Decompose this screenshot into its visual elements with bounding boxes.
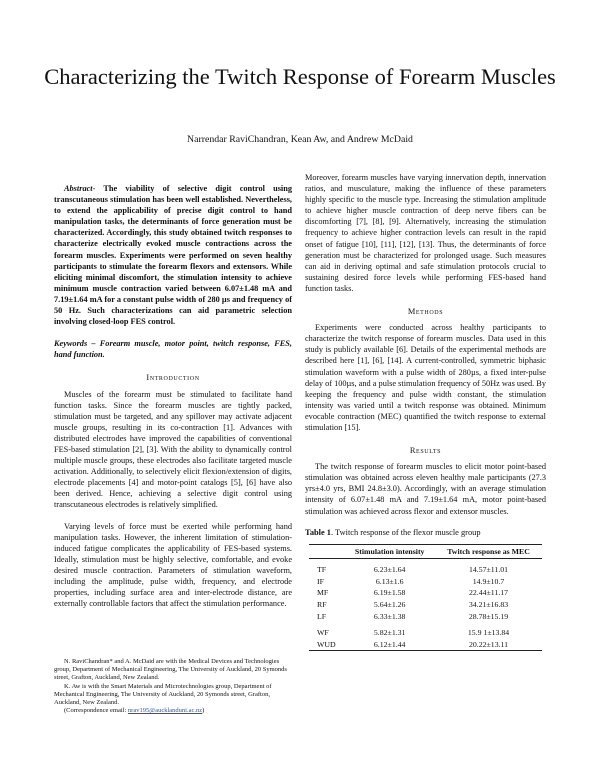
introduction-paragraph-3: Moreover, forearm muscles have varying innervation depth, innervation ratios, and musculature, making the influence of these parameters highly specific to the muscle type. Increasing the stimulation amplitude to achieve higher muscle contraction of deep nerve fibers can be discomforting [7], [8], [9]. Alternatively, increasing the stimulation frequency to achieve higher contraction levels can result in the rapid onset of fatigue [10], [11], [12], [13]. Thus, the determinants of force generation must be characterized for prolonged usage. Such measures can aid in deriving optimal and safe stimulation protocols crucial to sustaining desired force levels while performing FES-based hand function tasks.: [305, 173, 546, 293]
table-row: [309, 564, 542, 576]
table-label: Table 1: [305, 527, 331, 537]
footnote-affiliation-1: N. RaviChandran* and A. McDaid are with the Medical Devices and Technologies group, Department of Mechanical Engineering, The University of Auckland, 20 Symonds street, Grafton, Auckland, New Zealand.: [54, 658, 287, 682]
correspondence-prefix: (Correspondence email:: [64, 707, 128, 715]
table-cell-mec: 15.9 1±13.84: [467, 628, 510, 638]
table-row: [309, 599, 542, 611]
table-header-row: [309, 544, 542, 558]
table-cell-muscle: RF: [317, 599, 327, 609]
introduction-paragraph-1: Muscles of the forearm must be stimulated to facilitate hand function tasks. Since the forearm muscles are tightly packed, stimulation must be targeted, and any spillover may activate adjacent muscle groups, resulting in its co-contraction [1]. Advances with distributed electrodes have improved the capabilities of conventional FES-based stimulation [2], [3]. With the ability to dynamically control multiple muscle groups, these electrodes also facilitate targeted muscle activation. Additionally, to selectively elicit flexion/extension of digits, electrode placements [4] and motor-point catalogs [5], [6] have also been derived. Hence, achieving a selective digit control using transcutaneous electrodes is relatively simplified.: [54, 389, 292, 510]
correspondence-email-link[interactable]: nrav195@aucklanduni.ac.nz: [127, 707, 203, 715]
table-row: [309, 627, 542, 639]
table-row: [309, 576, 542, 588]
table-cell-mec: 28.78±15.19: [468, 611, 509, 621]
table-cell-intensity: 5.64±1.26: [373, 599, 406, 609]
table-row: [309, 639, 542, 651]
keywords: Keywords – Forearm muscle, motor point, twitch response, FES, hand function.: [54, 339, 292, 360]
table-cell-mec: 14.57±11.01: [468, 565, 509, 575]
introduction-heading: Introduction: [146, 373, 200, 383]
methods-paragraph: Experiments were conducted across healthy participants to characterize the twitch response of forearm muscles. Data used in this study is publicly available [6]. Details of the experimental methods are described here [1], [6], [14]. A current-controlled, symmetric biphasic stimulation waveform with a pulse width of 280µs, a fixed inter-pulse delay of 100µs, and a pulse stimulation frequency of 50Hz was used. By keeping the frequency and pulse width constant, the stimulation intensity was varied until a twitch response was obtained. Minimum evocable contraction (MEC) quantified the twitch response to external stimulation [15].: [305, 323, 546, 432]
table-row: [309, 611, 542, 623]
table-cell-muscle: TF: [317, 565, 327, 575]
footnote-correspondence: [54, 707, 292, 715]
results-paragraph: The twitch response of forearm muscles to elicit motor point-based stimulation was obtained across eleven healthy male participants (27.3 yrs±4.0 yrs, BMI 24.8±3.0). Accordingly, with an average stimulation intensity of 6.07±1.48 mA and 7.19±1.64 mA, motor point-based stimulation was achieved across flexor and extensor muscles.: [305, 462, 546, 516]
table-cell-muscle: LF: [317, 611, 327, 621]
author-list: Narrendar RaviChandran, Kean Aw, and Andrew McDaid: [187, 134, 413, 145]
introduction-paragraph-2: Varying levels of force must be exerted while performing hand manipulation tasks. However, the inherent limitation of stimulation-induced fatigue complicates the applicability of FES-based systems. Ideally, stimulation must be highly selective, comfortable, and evoke desired muscle contraction. Parameters of stimulation waveform, including the amplitude, pulse width, frequency, and electrode properties, including surface area and inter-electrode distance, are externally controllable factors that affect the stimulation performance.: [54, 521, 292, 609]
abstract: [54, 183, 292, 327]
abstract-text: The viability of selective digit control using transcutaneous stimulation has been well established. Nevertheless, to extend the applicability of precise digit control to hand manipulation tasks, the determinants of force generation must be characterized. Accordingly, this study obtained twitch responses to characterize electrically evoked muscle contractions across the forearm muscles. Experiments were performed on seven healthy participants to stimulate the forearm flexors and extensors. While eliciting minimal discomfort, the stimulation intensity to achieve minimum muscle contraction varied between 6.07±1.48 mA and 7.19±1.64 mA for a constant pulse width of 280 µs and frequency of 50 Hz. Such characterizations can aid parametric selection involving closed-loop FES control.: [54, 184, 292, 327]
table-row: [309, 587, 542, 599]
table-cell-intensity: 6.12±1.44: [344, 639, 435, 651]
methods-heading: Methods: [407, 307, 444, 317]
abstract-lead: Abstract-: [64, 184, 96, 193]
twitch-response-table: [309, 544, 542, 652]
paper-title: Characterizing the Twitch Response of Forearm Muscles: [44, 64, 556, 89]
table-cell-mec: 34.21±16.83: [468, 599, 509, 609]
table-cell-muscle: MF: [317, 588, 329, 598]
table-header-mec: Twitch response as MEC: [435, 544, 542, 558]
table-cell-mec: 22.44±11.17: [468, 588, 509, 598]
affiliation-footnote: [54, 658, 292, 715]
table-caption: [305, 527, 546, 538]
table-cell-intensity: 6.33±1.38: [373, 611, 406, 621]
correspondence-suffix: ): [202, 707, 205, 715]
table-caption-text: . Twitch response of the flexor muscle group: [331, 527, 481, 537]
table-cell-muscle: WF: [317, 628, 329, 638]
right-column: [305, 172, 546, 651]
table-cell-mec: 20.22±13.11: [435, 639, 542, 651]
footnote-affiliation-2: K. Aw is with the Smart Materials and Microtechnologies group, Department of Mechanical Engineering, The University of Auckland, 20 Symonds street, Grafton, Auckland, New Zealand.: [54, 682, 272, 707]
table-cell-intensity: 6.13±1.6: [375, 576, 404, 586]
table-cell-intensity: 6.23±1.64: [373, 565, 406, 575]
table-header-muscle: [309, 544, 344, 558]
table-cell-intensity: 6.19±1.58: [373, 588, 406, 598]
left-column: [54, 183, 292, 609]
table-cell-muscle: IF: [317, 576, 324, 586]
table-cell-intensity: 5.82±1.31: [373, 628, 406, 638]
table-cell-muscle: WUD: [309, 639, 344, 651]
results-heading: Results: [409, 446, 442, 456]
table-cell-mec: 14.9±10.7: [472, 576, 505, 586]
table-header-stimulation: Stimulation intensity: [344, 544, 435, 558]
